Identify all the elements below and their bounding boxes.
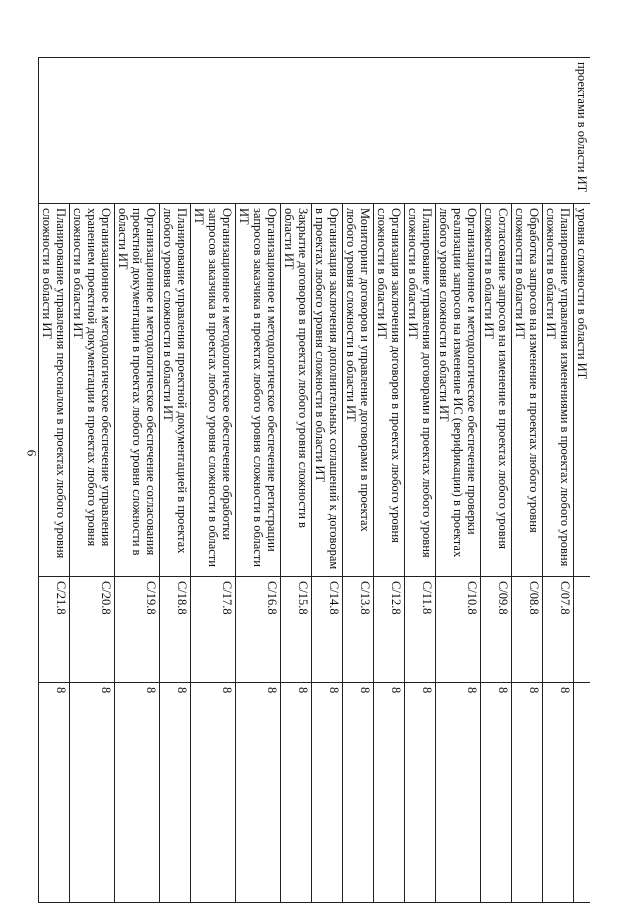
qualification-level-cell <box>574 683 591 903</box>
function-name-cell: Планирование управления договорами в проектах любого уровня сложности в области ИТ <box>405 204 436 577</box>
qualification-level-cell: 8 <box>374 683 405 903</box>
qualification-level-cell: 8 <box>160 683 191 903</box>
qualification-level-cell: 8 <box>436 683 481 903</box>
qualification-level-cell: 8 <box>191 683 236 903</box>
qualification-level-cell: 8 <box>543 683 574 903</box>
function-code-cell: C/16.8 <box>236 577 281 683</box>
qualification-level-cell: 8 <box>70 683 115 903</box>
function-code-cell: C/21.8 <box>39 577 70 683</box>
function-code-cell: C/19.8 <box>115 577 160 683</box>
function-code-cell: C/17.8 <box>191 577 236 683</box>
function-name-cell: Планирование управления проектной документацией в проектах любого уровня сложности в области ИТ <box>160 204 191 577</box>
function-name-cell: Организация заключения дополнительных соглашений к договорам в проектах любого уровня сложности в области ИТ <box>312 204 343 577</box>
group-label-cell: проектами в области ИТ <box>39 58 591 204</box>
function-code-cell: C/08.8 <box>512 577 543 683</box>
qualification-level-cell: 8 <box>512 683 543 903</box>
qualification-level-cell: 8 <box>39 683 70 903</box>
function-code-cell: C/14.8 <box>312 577 343 683</box>
function-code-cell: C/11.8 <box>405 577 436 683</box>
functions-table-body <box>39 58 591 903</box>
qualification-level-cell: 8 <box>115 683 160 903</box>
function-name-cell: Обработка запросов на изменение в проектах любого уровня сложности в области ИТ <box>512 204 543 577</box>
function-code-cell <box>574 577 591 683</box>
function-code-cell: C/12.8 <box>374 577 405 683</box>
functions-table <box>38 57 590 903</box>
qualification-level-cell: 8 <box>236 683 281 903</box>
table-row <box>574 58 591 903</box>
function-name-cell: Согласование запросов на изменение в проектах любого уровня сложности в области ИТ <box>481 204 512 577</box>
qualification-level-cell: 8 <box>343 683 374 903</box>
function-code-cell: C/07.8 <box>543 577 574 683</box>
function-name-cell: Организационное и методологическое обеспечение регистрации запросов заказчика в проектах любого уровня сложности в области ИТ <box>236 204 281 577</box>
function-name-cell: Планирование управления персоналом в проектах любого уровня сложности в области ИТ <box>39 204 70 577</box>
function-name-cell: Организация заключения договоров в проектах любого уровня сложности в области ИТ <box>374 204 405 577</box>
function-code-cell: C/10.8 <box>436 577 481 683</box>
function-code-cell: C/20.8 <box>70 577 115 683</box>
qualification-level-cell: 8 <box>281 683 312 903</box>
function-name-cell: Закрытие договоров в проектах любого уровня сложности в области ИТ <box>281 204 312 577</box>
qualification-level-cell: 8 <box>481 683 512 903</box>
function-code-cell: C/13.8 <box>343 577 374 683</box>
function-name-cell: Организационное и методологическое обеспечение согласования проектной документации в проектах любого уровня сложности в области ИТ <box>115 204 160 577</box>
function-code-cell: C/15.8 <box>281 577 312 683</box>
function-name-cell: Мониторинг договоров и управление договорами в проектах любого уровня сложности в области ИТ <box>343 204 374 577</box>
function-name-cell: Организационное и методологическое обеспечение проверки реализации запросов на изменение ИС (верификации) в проектах любого уровня сложности в области ИТ <box>436 204 481 577</box>
function-code-cell: C/09.8 <box>481 577 512 683</box>
function-name-cell: Организационное и методологическое обеспечение управления хранением проектной документации в проектах любого уровня сложности в области ИТ <box>70 204 115 577</box>
rotated-table-frame <box>40 57 590 902</box>
qualification-level-cell: 8 <box>312 683 343 903</box>
page-number: 9 <box>24 449 39 457</box>
qualification-level-cell: 8 <box>405 683 436 903</box>
function-name-cell: Организационное и методологическое обеспечение обработки запросов заказчика в проектах любого уровня сложности в области ИТ <box>191 204 236 577</box>
function-code-cell: C/18.8 <box>160 577 191 683</box>
function-name-cell: уровня сложности в области ИТ <box>574 204 591 577</box>
function-name-cell: Планирование управления изменениями в проектах любого уровня сложности в области ИТ <box>543 204 574 577</box>
